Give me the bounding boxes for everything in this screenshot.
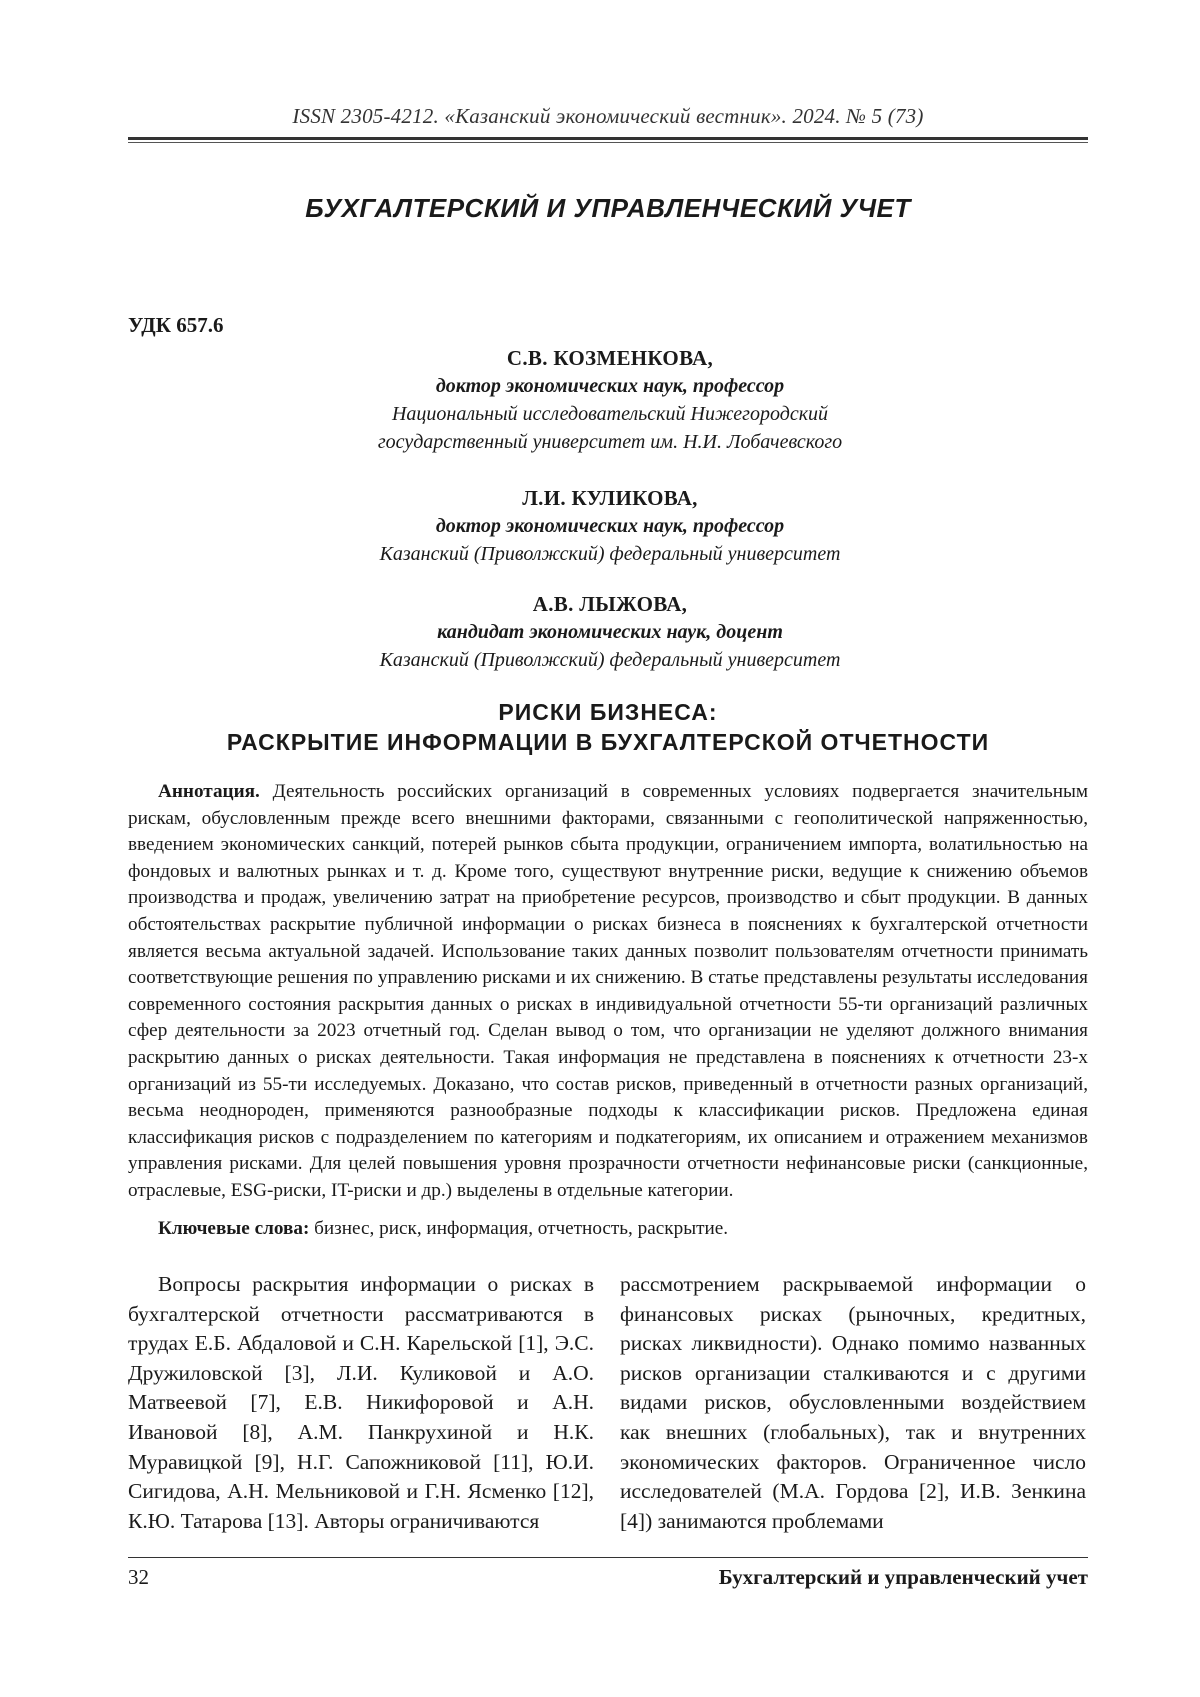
author-block-1 bbox=[300, 344, 920, 456]
author-name: Л.И. КУЛИКОВА, bbox=[522, 486, 698, 510]
body-column-left: Вопросы раскрытия информации о рисках в бухгалтерской отчетности рассматриваются в трудах Е.Б. Абдаловой и С.Н. Карельской [1], Э.С. Дружиловской [3], Л.И. Куликовой и А.О. Матвеевой [7], Е.В. Никифоровой и А.Н. Ивановой [8], А.М. Панкрухиной и Н.К. Муравицкой [9], Н.Г. Сапожниковой [11], Ю.И. Сигидова, А.Н. Мельниковой и Г.Н. Ясменко [12], К.Ю. Татарова [13]. Авторы ограничиваются bbox=[128, 1272, 594, 1533]
abstract bbox=[128, 779, 1088, 1205]
author-block-2 bbox=[300, 484, 920, 568]
article-title-line-2: РАСКРЫТИЕ ИНФОРМАЦИИ В БУХГАЛТЕРСКОЙ ОТЧЕТНОСТИ bbox=[226, 729, 990, 755]
abstract-label: Аннотация. bbox=[158, 781, 260, 802]
keywords-label: Ключевые слова: bbox=[158, 1218, 310, 1239]
page-number: 32 bbox=[128, 1565, 149, 1589]
author-affiliation: Национальный исследовательский Нижегородский bbox=[391, 403, 829, 425]
article-title bbox=[128, 697, 1088, 757]
header-rule-thin bbox=[128, 142, 1088, 143]
body-column-right: рассмотрением раскрываемой информации о финансовых рисках (рыночных, кредитных, рисках ликвидности). Однако помимо названных рисков организации сталкиваются и с другими видами рисков, обусловленными воздействием как внешних (глобальных), так и внутренних экономических факторов. Ограниченное число исследователей (М.А. Гордова [2], И.В. Зенкина [4]) занимаются проблемами bbox=[620, 1272, 1086, 1533]
article-title-line-1: РИСКИ БИЗНЕСА: bbox=[498, 699, 718, 725]
running-header: ISSN 2305-4212. «Казанский экономический вестник». 2024. № 5 (73) bbox=[292, 104, 924, 128]
udc-code: УДК 657.6 bbox=[128, 313, 224, 337]
author-degree: доктор экономических наук, профессор bbox=[435, 375, 785, 397]
author-degree: кандидат экономических наук, доцент bbox=[437, 621, 783, 643]
author-affiliation: Казанский (Приволжский) федеральный университет bbox=[379, 649, 841, 671]
author-block-3 bbox=[300, 590, 920, 674]
abstract-text: Деятельность российских организаций в современных условиях подвергается значительным рискам, обусловленным прежде всего внешними факторами, связанными с геополитической напряженностью, введением экономических санкций, потерей рынков сбыта продукции, ограничением импорта, волатильностью на фондовых и валютных рынках и т. д. Кроме того, существуют внутренние риски, ведущие к снижению объемов производства и продаж, увеличению затрат на приобретение ресурсов, производство и сбыт продукции. В данных обстоятельствах раскрытие публичной информации о рисках бизнеса в пояснениях к бухгалтерской отчетности является весьма актуальной задачей. Использование таких данных позволит пользователям отчетности принимать соответствующие решения по управлению рисками и их снижению. В статье представлены результаты исследования современного состояния раскрытия данных о рисках в индивидуальной отчетности 55-ти организаций различных сфер деятельности за 2023 отчетный год. Сделан вывод о том, что организации не уделяют должного внимания раскрытию данных о рисках деятельности. Такая информация не представлена в пояснениях к отчетности 23-х организаций из 55-ти исследуемых. Доказано, что состав рисков, приведенный в отчетности разных организаций, весьма неоднороден, применяются разнообразные подходы к классификации рисков. Предложена единая классификация рисков с подразделением по категориям и подкатегориям, их описанием и отражением механизмов управления рисками. Для целей повышения уровня прозрачности отчетности нефинансовые риски (санкционные, отраслевые, ESG-риски, IT-риски и др.) выделены в отдельные категории. bbox=[128, 781, 1088, 1201]
keywords bbox=[128, 1216, 1088, 1242]
header-rule-thick bbox=[128, 137, 1088, 140]
author-name: С.В. КОЗМЕНКОВА, bbox=[506, 346, 714, 370]
author-name: А.В. ЛЫЖОВА, bbox=[532, 592, 688, 616]
keywords-text: бизнес, риск, информация, отчетность, раскрытие. bbox=[314, 1218, 729, 1239]
author-degree: доктор экономических наук, профессор bbox=[435, 515, 785, 537]
footer-section-title: Бухгалтерский и управленческий учет bbox=[718, 1565, 1088, 1589]
author-affiliation: Казанский (Приволжский) федеральный университет bbox=[379, 543, 841, 565]
author-affiliation: государственный университет им. Н.И. Лобачевского bbox=[377, 431, 843, 453]
footer-rule bbox=[128, 1557, 1088, 1558]
section-title: БУХГАЛТЕРСКИЙ И УПРАВЛЕНЧЕСКИЙ УЧЕТ bbox=[305, 193, 911, 223]
